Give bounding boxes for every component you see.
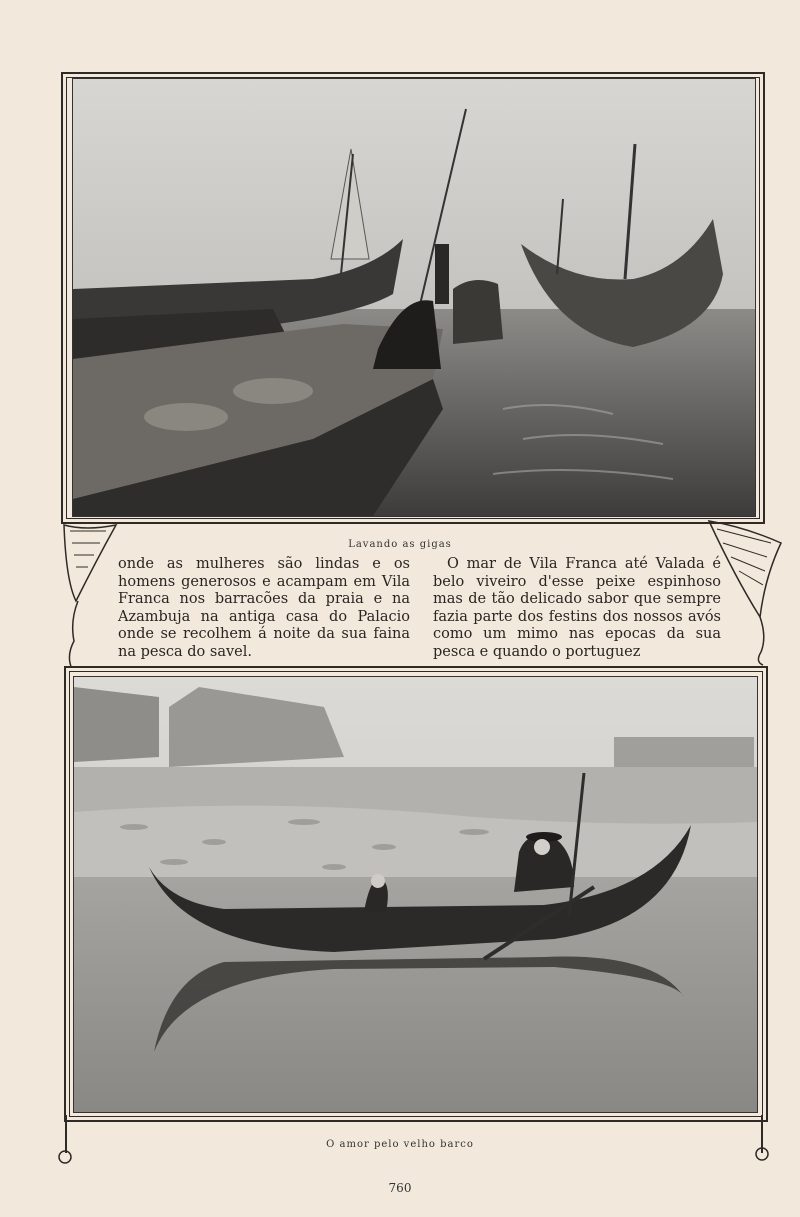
- top-photo-caption: Lavando as gigas: [348, 539, 452, 550]
- page-number: 760: [388, 1181, 412, 1195]
- boats-pier-illustration: [73, 79, 755, 516]
- right-text-column: [433, 556, 721, 661]
- boat-man-dog-illustration: [74, 677, 757, 1112]
- left-text-column: [118, 556, 410, 661]
- bottom-photo: [73, 676, 758, 1113]
- left-column-text: onde as mulheres são lindas e os homens generosos e acampam em Vila Franca nos barracões da praia e na Azambuja na antiga casa do Palacio onde se recolhem á noite da sua faina na pesca do savel.: [118, 556, 410, 660]
- hook-left-icon: [56, 1148, 74, 1166]
- bottom-photo-caption: O amor pelo velho barco: [326, 1139, 474, 1150]
- right-column-text: O mar de Vila Franca até Valada é belo viveiro d'esse peixe espinhoso mas de tão delicado sabor que sempre fazia parte dos festins dos nossos avós como um mimo nas epocas da sua pesca e quando o portuguez: [433, 556, 721, 660]
- top-photo: [72, 78, 756, 517]
